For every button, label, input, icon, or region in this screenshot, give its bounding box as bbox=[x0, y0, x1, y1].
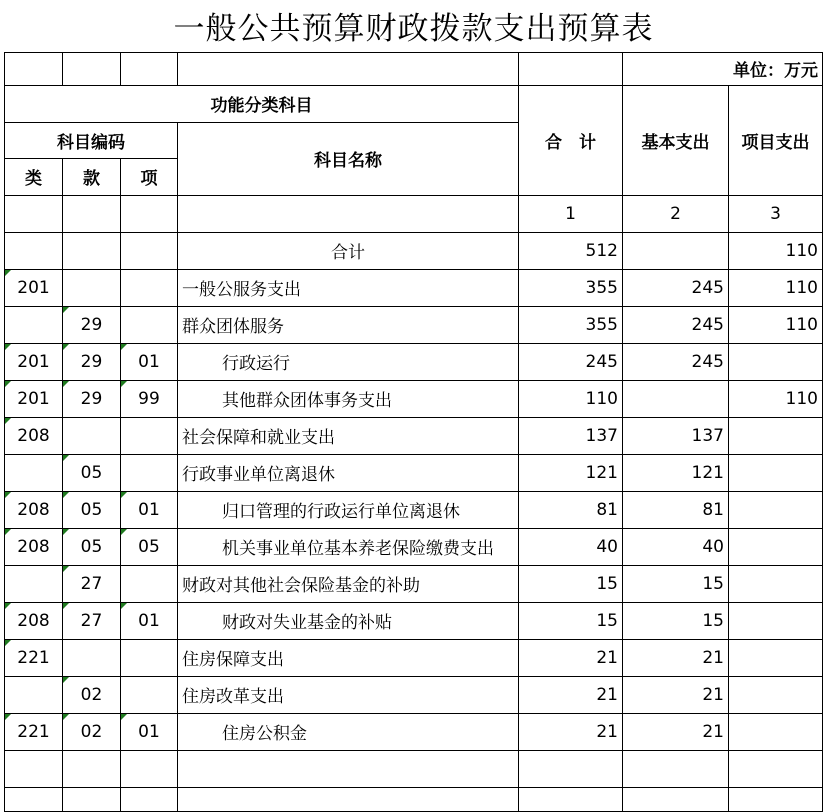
blank-cell[interactable] bbox=[121, 195, 178, 232]
blank-cell[interactable] bbox=[5, 750, 63, 787]
unit-label: 单位：万元 bbox=[623, 52, 823, 85]
cell-project[interactable] bbox=[729, 454, 823, 491]
cell-name[interactable]: 财政对失业基金的补贴 bbox=[178, 602, 519, 639]
cell-total[interactable]: 81 bbox=[519, 491, 623, 528]
cell-name[interactable]: 财政对其他社会保险基金的补助 bbox=[178, 565, 519, 602]
cell-basic[interactable]: 21 bbox=[623, 713, 729, 750]
cell-project[interactable] bbox=[729, 602, 823, 639]
table-row bbox=[5, 602, 823, 639]
cell-xiang[interactable] bbox=[121, 454, 178, 491]
cell-basic[interactable]: 245 bbox=[623, 343, 729, 380]
cell-basic[interactable]: 81 bbox=[623, 491, 729, 528]
cell-kuan[interactable] bbox=[63, 417, 121, 454]
table-row bbox=[5, 454, 823, 491]
cell-kuan[interactable]: 29 bbox=[63, 343, 121, 380]
blank-cell[interactable] bbox=[121, 52, 178, 85]
blank-cell[interactable] bbox=[121, 787, 178, 811]
cell-lei[interactable]: 208 bbox=[5, 528, 63, 565]
blank-cell[interactable] bbox=[178, 52, 519, 85]
blank-cell[interactable] bbox=[623, 750, 729, 787]
cell-lei[interactable]: 201 bbox=[5, 380, 63, 417]
cell-total[interactable]: 355 bbox=[519, 269, 623, 306]
cell-total[interactable]: 137 bbox=[519, 417, 623, 454]
cell-basic[interactable]: 21 bbox=[623, 639, 729, 676]
cell-basic[interactable]: 137 bbox=[623, 417, 729, 454]
cell-project[interactable]: 110 bbox=[729, 306, 823, 343]
cell-xiang[interactable]: 99 bbox=[121, 380, 178, 417]
cell-basic[interactable]: 21 bbox=[623, 676, 729, 713]
cell-project[interactable] bbox=[729, 676, 823, 713]
cell-basic[interactable]: 15 bbox=[623, 602, 729, 639]
budget-table bbox=[4, 0, 823, 812]
cell-xiang[interactable] bbox=[121, 306, 178, 343]
header-name: 科目名称 bbox=[178, 122, 519, 195]
table-row bbox=[5, 565, 823, 602]
cell-name[interactable]: 机关事业单位基本养老保险缴费支出 bbox=[178, 528, 519, 565]
table-row bbox=[5, 343, 823, 380]
empty-row bbox=[5, 787, 823, 811]
cell-kuan[interactable] bbox=[63, 269, 121, 306]
cell-project[interactable]: 110 bbox=[729, 380, 823, 417]
cell-lei[interactable]: 201 bbox=[5, 343, 63, 380]
cell-project[interactable] bbox=[729, 639, 823, 676]
table-row bbox=[5, 676, 823, 713]
cell-name[interactable]: 住房保障支出 bbox=[178, 639, 519, 676]
blank-cell[interactable] bbox=[729, 750, 823, 787]
cell-xiang[interactable] bbox=[121, 269, 178, 306]
blank-cell[interactable] bbox=[63, 195, 121, 232]
cell-name[interactable]: 归口管理的行政运行单位离退休 bbox=[178, 491, 519, 528]
cell-total[interactable]: 121 bbox=[519, 454, 623, 491]
blank-cell[interactable] bbox=[729, 787, 823, 811]
cell-basic[interactable]: 245 bbox=[623, 269, 729, 306]
cell-name[interactable]: 住房公积金 bbox=[178, 713, 519, 750]
cell-total[interactable]: 21 bbox=[519, 713, 623, 750]
col-index-1: 1 bbox=[519, 195, 623, 232]
table-row bbox=[5, 269, 823, 306]
cell-xiang[interactable]: 01 bbox=[121, 343, 178, 380]
header-function-group: 功能分类科目 bbox=[5, 85, 519, 122]
cell-name[interactable]: 社会保障和就业支出 bbox=[178, 417, 519, 454]
header-project: 项目支出 bbox=[729, 85, 823, 195]
cell-lei[interactable]: 208 bbox=[5, 417, 63, 454]
cell-kuan[interactable]: 05 bbox=[63, 528, 121, 565]
table-row bbox=[5, 639, 823, 676]
blank-cell[interactable] bbox=[63, 232, 121, 269]
table-row bbox=[5, 528, 823, 565]
cell-kuan[interactable]: 02 bbox=[63, 676, 121, 713]
cell-lei[interactable]: 221 bbox=[5, 713, 63, 750]
cell-total[interactable]: 245 bbox=[519, 343, 623, 380]
blank-cell[interactable] bbox=[519, 750, 623, 787]
header-basic: 基本支出 bbox=[623, 85, 729, 195]
blank-cell[interactable] bbox=[178, 750, 519, 787]
cell-lei[interactable] bbox=[5, 454, 63, 491]
cell-kuan[interactable]: 05 bbox=[63, 491, 121, 528]
cell-name[interactable]: 其他群众团体事务支出 bbox=[178, 380, 519, 417]
table-row bbox=[5, 306, 823, 343]
cell-kuan[interactable]: 02 bbox=[63, 713, 121, 750]
page-title: 一般公共预算财政拨款支出预算表 bbox=[173, 11, 654, 48]
cell-lei[interactable] bbox=[5, 306, 63, 343]
cell-lei[interactable]: 221 bbox=[5, 639, 63, 676]
empty-row bbox=[5, 750, 823, 787]
cell-name[interactable]: 行政事业单位离退休 bbox=[178, 454, 519, 491]
cell-project[interactable] bbox=[729, 417, 823, 454]
cell-total[interactable]: 15 bbox=[519, 565, 623, 602]
cell-project[interactable] bbox=[729, 528, 823, 565]
cell-total[interactable]: 40 bbox=[519, 528, 623, 565]
cell-xiang[interactable]: 01 bbox=[121, 713, 178, 750]
cell-lei[interactable] bbox=[5, 565, 63, 602]
cell-basic[interactable] bbox=[623, 380, 729, 417]
cell-project[interactable] bbox=[729, 343, 823, 380]
total-label: 合计 bbox=[178, 232, 519, 269]
cell-xiang[interactable]: 01 bbox=[121, 491, 178, 528]
header-kuan: 款 bbox=[63, 158, 121, 195]
blank-cell[interactable] bbox=[519, 787, 623, 811]
blank-cell[interactable] bbox=[623, 787, 729, 811]
cell-xiang[interactable] bbox=[121, 417, 178, 454]
cell-lei[interactable]: 208 bbox=[5, 602, 63, 639]
cell-xiang[interactable] bbox=[121, 565, 178, 602]
cell-lei[interactable]: 208 bbox=[5, 491, 63, 528]
cell-project[interactable]: 110 bbox=[729, 269, 823, 306]
cell-total[interactable]: 355 bbox=[519, 306, 623, 343]
blank-cell[interactable] bbox=[121, 750, 178, 787]
cell-project[interactable] bbox=[729, 491, 823, 528]
total-amount: 512 bbox=[519, 232, 623, 269]
cell-kuan[interactable] bbox=[63, 639, 121, 676]
blank-cell[interactable] bbox=[63, 52, 121, 85]
blank-cell[interactable] bbox=[5, 787, 63, 811]
cell-xiang[interactable]: 01 bbox=[121, 602, 178, 639]
budget-sheet bbox=[4, 0, 823, 812]
header-code-group: 科目编码 bbox=[5, 122, 178, 158]
blank-cell[interactable] bbox=[63, 787, 121, 811]
cell-xiang[interactable] bbox=[121, 639, 178, 676]
cell-name[interactable]: 行政运行 bbox=[178, 343, 519, 380]
table-row bbox=[5, 713, 823, 750]
blank-cell[interactable] bbox=[5, 232, 63, 269]
cell-name[interactable]: 一般公服务支出 bbox=[178, 269, 519, 306]
total-basic bbox=[623, 232, 729, 269]
header-total: 合 计 bbox=[519, 85, 623, 195]
blank-cell[interactable] bbox=[519, 52, 623, 85]
cell-total[interactable]: 15 bbox=[519, 602, 623, 639]
cell-name[interactable]: 住房改革支出 bbox=[178, 676, 519, 713]
cell-basic[interactable]: 40 bbox=[623, 528, 729, 565]
cell-name[interactable]: 群众团体服务 bbox=[178, 306, 519, 343]
cell-lei[interactable]: 201 bbox=[5, 269, 63, 306]
col-index-3: 3 bbox=[729, 195, 823, 232]
total-project: 110 bbox=[729, 232, 823, 269]
blank-cell[interactable] bbox=[178, 195, 519, 232]
cell-project[interactable] bbox=[729, 565, 823, 602]
cell-kuan[interactable]: 29 bbox=[63, 380, 121, 417]
cell-project[interactable] bbox=[729, 713, 823, 750]
cell-xiang[interactable] bbox=[121, 676, 178, 713]
blank-cell[interactable] bbox=[121, 232, 178, 269]
blank-cell[interactable] bbox=[178, 787, 519, 811]
blank-cell[interactable] bbox=[5, 52, 63, 85]
cell-xiang[interactable]: 05 bbox=[121, 528, 178, 565]
header-xiang: 项 bbox=[121, 158, 178, 195]
table-row bbox=[5, 491, 823, 528]
cell-basic[interactable]: 121 bbox=[623, 454, 729, 491]
total-row bbox=[5, 232, 823, 269]
cell-total[interactable]: 21 bbox=[519, 676, 623, 713]
cell-kuan[interactable]: 05 bbox=[63, 454, 121, 491]
blank-cell[interactable] bbox=[63, 750, 121, 787]
cell-kuan[interactable]: 29 bbox=[63, 306, 121, 343]
header-lei: 类 bbox=[5, 158, 63, 195]
cell-kuan[interactable]: 27 bbox=[63, 602, 121, 639]
table-row bbox=[5, 380, 823, 417]
table-row bbox=[5, 417, 823, 454]
col-index-2: 2 bbox=[623, 195, 729, 232]
cell-total[interactable]: 110 bbox=[519, 380, 623, 417]
cell-basic[interactable]: 245 bbox=[623, 306, 729, 343]
cell-total[interactable]: 21 bbox=[519, 639, 623, 676]
blank-cell[interactable] bbox=[5, 195, 63, 232]
cell-kuan[interactable]: 27 bbox=[63, 565, 121, 602]
cell-basic[interactable]: 15 bbox=[623, 565, 729, 602]
cell-lei[interactable] bbox=[5, 676, 63, 713]
